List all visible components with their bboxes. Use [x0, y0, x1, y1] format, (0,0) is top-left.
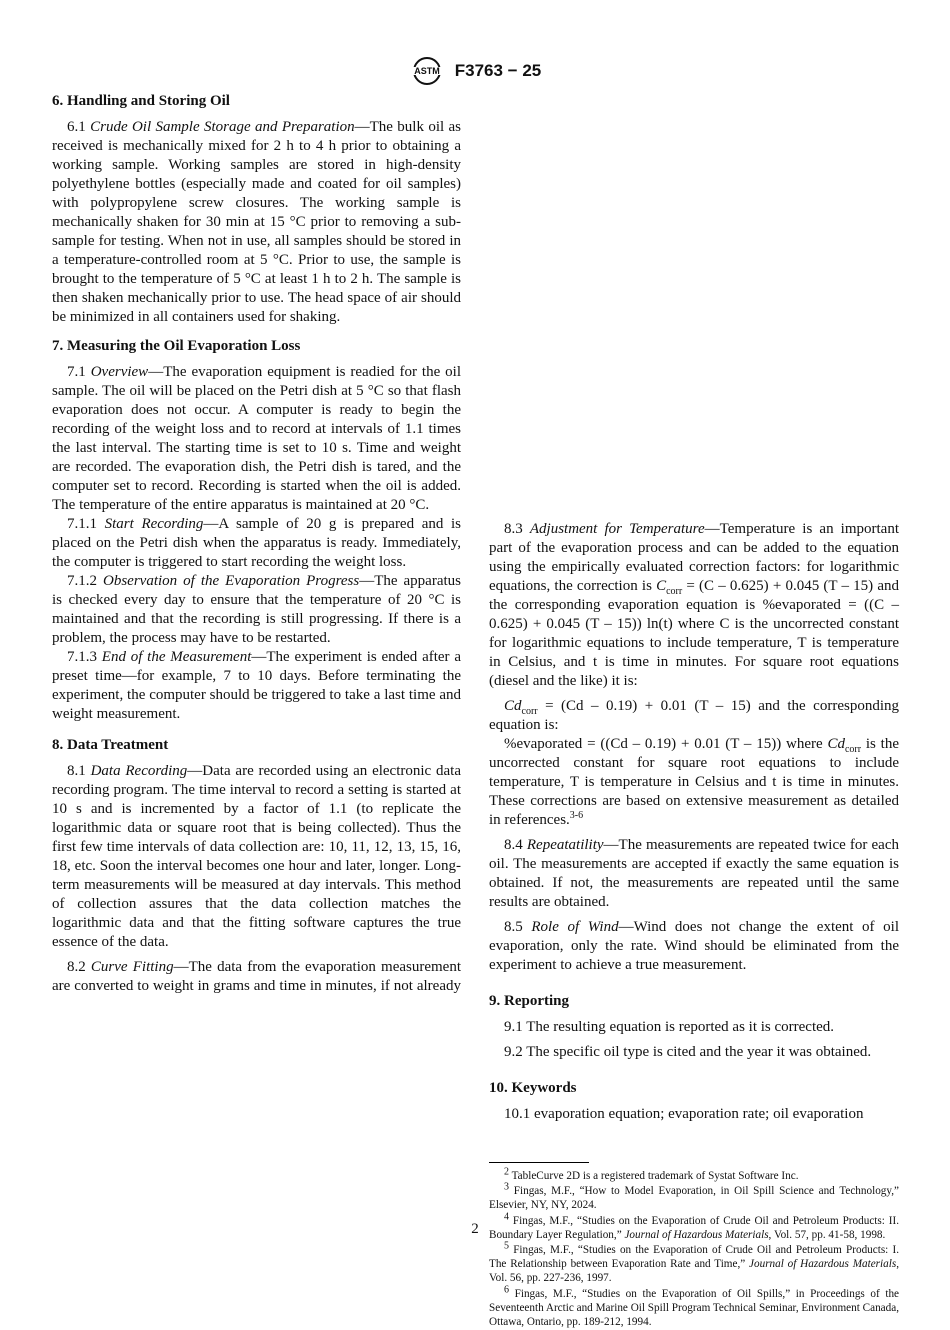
para-6-1: 6.1 Crude Oil Sample Storage and Preparation—The bulk oil as received is mechanically mixed for 2 h to 4 h prior to obtaining a working sample. Working samples are stored in high-density polyethylene bottles (especially made and coated for oil samples) with polypropylene screw closures. The working sample is mechanically shaken for 30 min at 15 °C prior to removing a sub-sample for testing. When not in use, all samples should be stored in a temperature-controlled room at 5 °C. Prior to use, the sample is brought to the temperature of 5 °C at least 1 h to 2 h. The sample is then shaken mechanically prior to use. The head space of air should be minimized in all containers used for shaking. — [52, 119, 461, 325]
para-9-1: 9.1 The resulting equation is reported as it is corrected. — [504, 1019, 835, 1035]
footnote-2: $^2$ TableCurve 2D is a registered trademark of Systat Software Inc. — [504, 1166, 799, 1182]
section-10-heading: 10. Keywords — [489, 1080, 577, 1096]
standard-designation: F3763 − 25 — [454, 61, 542, 80]
footnote-4: $^4$ Fingas, M.F., “Studies on the Evaporation of Crude Oil and Petroleum Products: II. Boundary Layer Regulation,” Journal of Hazardous Materials, Vol. 57, pp. 41-58, 1998. — [489, 1210, 899, 1241]
section-6-heading: 6. Handling and Storing Oil — [52, 93, 230, 109]
page-number: 2 — [471, 1221, 479, 1237]
footnote-5: $^5$ Fingas, M.F., “Studies on the Evaporation of Crude Oil and Petroleum Products: I. The Relationship between Evaporation Rate and Time,” Journal of Hazardous Materials, Vol. 56, pp. 227-236, 1997. — [489, 1240, 899, 1285]
left-column — [52, 92, 461, 996]
para-8-3-evaporated: %evaporated = ((Cd – 0.19) + 0.01 (T – 15)) where $Cd_{corr}$ is the uncorrected constant for square root equations to include temperature, T is temperature in Celsius and t is time in minutes. These corrections are based on extensive measurement as detailed in references.$^{3-6}$ — [489, 736, 899, 828]
para-7-1-2: 7.1.2 Observation of the Evaporation Progress—The apparatus is checked every day to ensure that the temperature of 20 °C is maintained and that the recording is still progressing. If there is a problem, the process may have to be restarted. — [52, 573, 461, 646]
para-9-2: 9.2 The specific oil type is cited and the year it was obtained. — [504, 1044, 872, 1060]
page-header — [0, 56, 950, 86]
para-8-5: 8.5 Role of Wind—Wind does not change the extent of oil evaporation, only the rate. Wind should be eliminated from the experiment to achieve a true measurement. — [489, 919, 899, 973]
logo-text: ASTM — [414, 66, 440, 76]
para-8-2-continuation — [489, 92, 899, 225]
footnote-6: $^6$ Fingas, M.F., “Studies on the Evaporation of Oil Spills,” in Proceedings of the Seventeenth Arctic and Marine Oil Spill Program Technical Seminar, Environment Canada, Ottawa, Ontario, pp. 189-212, 1994. — [489, 1283, 900, 1329]
para-7-1: 7.1 Overview—The evaporation equipment is readied for the oil sample. The oil will be placed on the Petri dish at 5 °C so that flash evaporation does not occur. A computer is ready to begin the recording of the weight loss and to record at intervals of 1.1 times the last interval. The starting time is set to 10 s. Time and weight are recorded. The evaporation dish, the Petri dish is tared, and the computer set to record. Recording is started when the oil is added. The temperature of the entire apparatus is maintained at 20 °C. — [52, 364, 461, 513]
para-8-3: 8.3 Adjustment for Temperature—Temperature is an important part of the evaporation process and can be added to the equation using the empirically evaluated correction factors: for logarithmic equations, the correction is $C_{corr} = (C - 0.625) + 0.045$ (T – 15) and the corresponding evaporation equation is %evaporated = ((C – 0.625) + 0.045 (T – 15)) ln(t) where C is the uncorrected constant for logarithmic equations to include temperature, T is temperature in Celsius, and t is time in minutes. For square root equations (diesel and the like) it is: — [489, 521, 899, 689]
para-8-1: 8.1 Data Recording—Data are recorded using an electronic data recording program. The time interval to record a setting is started at 10 s and is incremented by a factor of 1.1 (to replicate the logarithmic data or square root that is being collected). Thus the first few time intervals of data collection are: 10, 11, 12, 13, 15, 16, 18, etc. Soon the interval becomes one hour and later, longer. Long-term measurements will be measured at day intervals. This method of collection assures that the data collection matches the logarithmic data and that the fitting software captures the true essence of the data. — [52, 763, 461, 950]
section-7-heading: 7. Measuring the Oil Evaporation Loss — [52, 338, 301, 354]
para-7-1-1: 7.1.1 Start Recording—A sample of 20 g is prepared and is placed on the Petri dish when the apparatus is ready. Immediately, the computer is triggered to start recording the weight loss. — [52, 516, 461, 570]
para-10-1: 10.1 evaporation equation; evaporation rate; oil evaporation — [504, 1106, 864, 1122]
right-column — [489, 520, 899, 1330]
para-8-2: 8.2 Curve Fitting—The data from the evaporation measurement are converted to weight in grams and time in minutes, if not already — [52, 959, 461, 994]
para-7-1-3: 7.1.3 End of the Measurement—The experiment is ended after a preset time—for example, 7 to 10 days. Before terminating the experiment, the computer should be triggered to take a last time and weight measurement. — [52, 649, 461, 722]
para-8-4: 8.4 Repeatatility—The measurements are repeated twice for each oil. The measurements are accepted if exactly the same equation is obtained. If not, the measurements are repeated until the same results are obtained. — [489, 837, 899, 910]
footnote-3: $^3$ Fingas, M.F., “How to Model Evaporation, in Oil Spill Science and Technology,” Elsevier, NY, NY, 2024. — [489, 1181, 900, 1212]
section-8-heading: 8. Data Treatment — [52, 737, 169, 753]
section-9-heading: 9. Reporting — [489, 993, 569, 1009]
para-8-3-square-root: $Cd_{corr} = (Cd - 0.19) + 0.01$ (T – 15) and the corresponding equation is: — [489, 698, 899, 733]
astm-logo-icon — [409, 56, 445, 86]
footnote-divider — [489, 1162, 589, 1163]
